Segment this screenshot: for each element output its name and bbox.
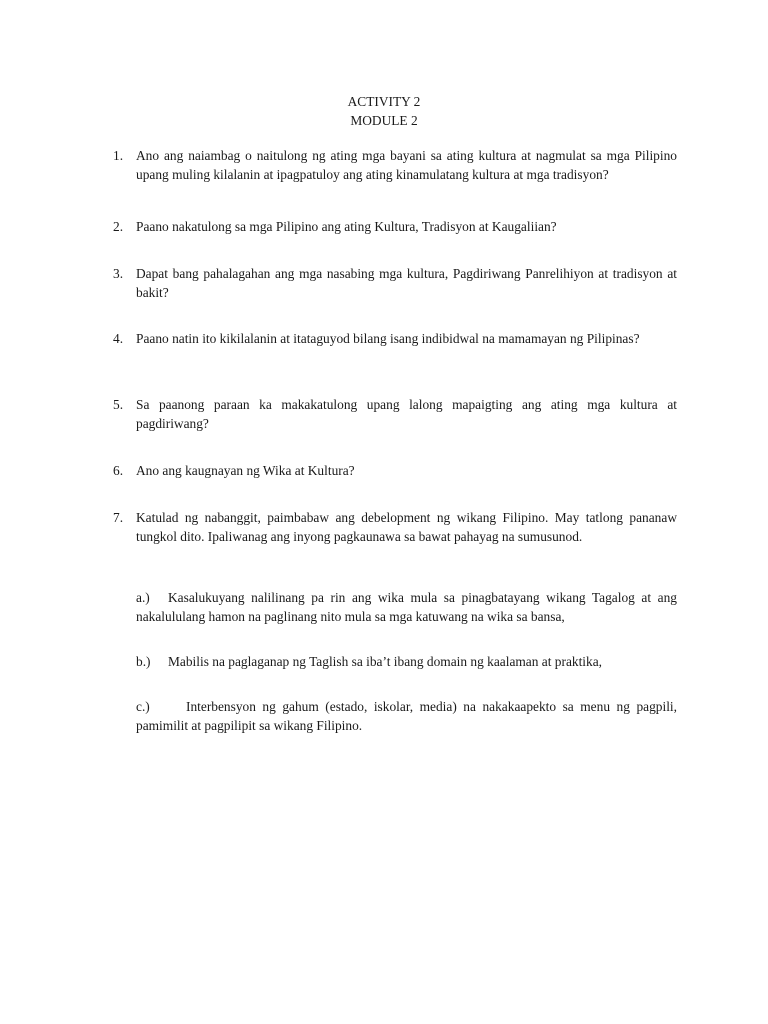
subitem-c bbox=[136, 698, 677, 735]
question-number: 5. bbox=[113, 397, 124, 412]
subitem-text: Kasalukuyang nalilinang pa rin ang wika mula sa pinagbatayang wikang Tagalog at ang nakalululang hamon na paglinang nito mula sa mga katuwang na wika sa bansa, bbox=[136, 590, 677, 624]
subitem-label: b.) bbox=[136, 654, 151, 669]
question-text: Ano ang kaugnayan ng Wika at Kultura? bbox=[136, 463, 355, 478]
question-text: Dapat bang pahalagahan ang mga nasabing mga kultura, Pagdiriwang Panrelihiyon at tradisyon at bakit? bbox=[136, 266, 677, 300]
subitem-label: c.) bbox=[136, 699, 150, 714]
question-3 bbox=[113, 265, 677, 302]
question-number: 6. bbox=[113, 463, 124, 478]
question-number: 4. bbox=[113, 331, 124, 346]
question-number: 7. bbox=[113, 510, 124, 525]
question-5 bbox=[113, 396, 677, 433]
subitem-label: a.) bbox=[136, 590, 150, 605]
subitem-text: Mabilis na paglaganap ng Taglish sa iba’t ibang domain ng kaalaman at praktika, bbox=[168, 654, 603, 669]
question-text: Paano nakatulong sa mga Pilipino ang ating Kultura, Tradisyon at Kaugaliian? bbox=[136, 219, 557, 234]
subitem-content bbox=[136, 653, 677, 672]
question-number: 2. bbox=[113, 219, 124, 234]
document-header bbox=[0, 93, 768, 130]
question-number: 3. bbox=[113, 266, 124, 281]
subitem-text: Interbensyon ng gahum (estado, iskolar, media) na nakakaapekto sa menu ng pagpili, pamimilit at pagpilipit sa wikang Filipino. bbox=[136, 699, 677, 733]
question-text: Sa paanong paraan ka makakatulong upang lalong mapaigting ang ating mga kultura at pagdiriwang? bbox=[136, 397, 677, 431]
subitem-b bbox=[136, 653, 677, 672]
question-7 bbox=[113, 509, 677, 546]
module-title: MODULE 2 bbox=[350, 112, 418, 128]
question-text: Paano natin ito kikilalanin at itataguyod bilang isang indibidwal na mamamayan ng Pilipinas? bbox=[136, 331, 640, 346]
question-1 bbox=[113, 147, 677, 184]
subitem-content bbox=[136, 698, 677, 735]
question-text: Ano ang naiambag o naitulong ng ating mga bayani sa ating kultura at nagmulat sa mga Pilipino upang muling kilalanin at ipagpatuloy ang ating kinamulatang kultura at mga tradisyon? bbox=[136, 148, 677, 182]
activity-title: ACTIVITY 2 bbox=[347, 94, 421, 109]
subitem-a bbox=[136, 589, 677, 626]
subitem-content bbox=[136, 589, 677, 626]
question-6 bbox=[113, 462, 677, 481]
question-2 bbox=[113, 218, 677, 237]
question-number: 1. bbox=[113, 148, 124, 163]
question-text: Katulad ng nabanggit, paimbabaw ang debelopment ng wikang Filipino. May tatlong pananaw tungkol dito. Ipaliwanag ang inyong pagkaunawa sa bawat pahayag na sumusunod. bbox=[136, 510, 677, 544]
question-4 bbox=[113, 330, 677, 349]
